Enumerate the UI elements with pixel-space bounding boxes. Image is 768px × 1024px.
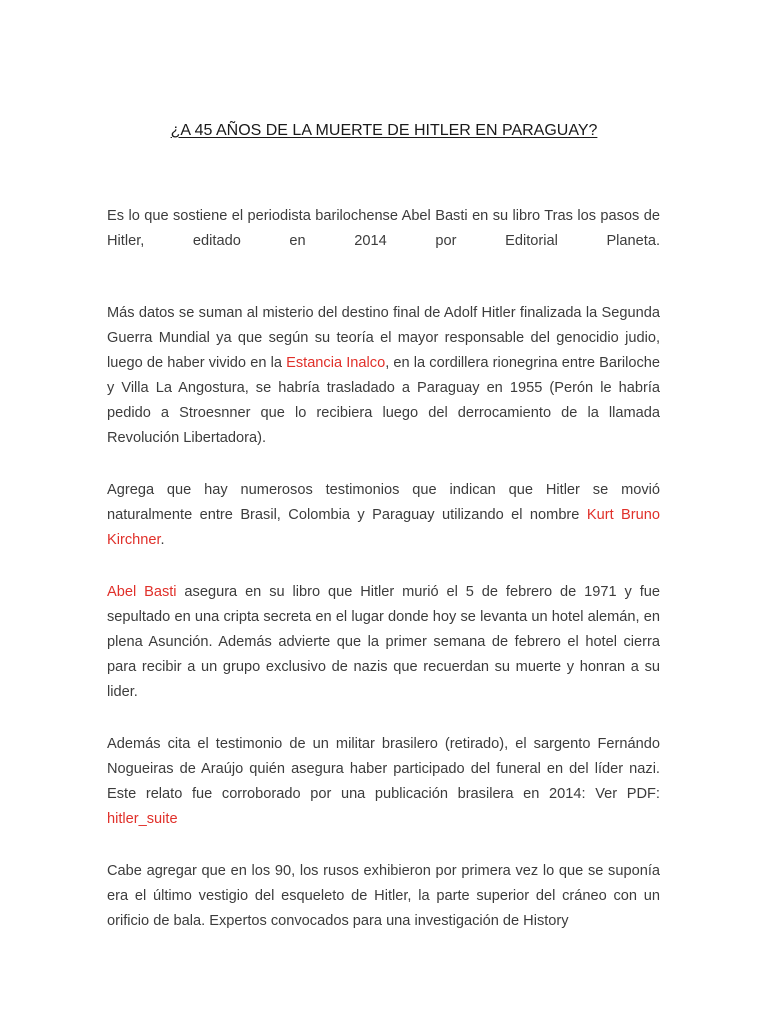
paragraph-1 (107, 204, 660, 254)
paragraph-6 (107, 859, 660, 934)
paragraph-2-text-before: Más datos se suman al misterio del destino final de Adolf Hitler finalizada la Segunda Guerra Mundial ya que según su teoría el mayor responsable del genocidio judio, luego de haber vivido en la (107, 305, 660, 371)
document-body (107, 204, 660, 961)
paragraph-6-text: Cabe agregar que en los 90, los rusos exhibieron por primera vez lo que se suponía era el último vestigio del esqueleto de Hitler, la parte superior del cráneo con un orificio de bala. Expertos convocados para una investigación de History (107, 863, 660, 929)
paragraph-4 (107, 580, 660, 705)
document-title: ¿A 45 AÑOS DE LA MUERTE DE HITLER EN PARAGUAY? (170, 122, 598, 139)
paragraph-4-text-after: asegura en su libro que Hitler murió el 5 de febrero de 1971 y fue sepultado en una cripta secreta en el lugar donde hoy se levanta un hotel alemán, en plena Asunción. Además advierte que la primer semana de febrero el hotel cierra para recibir a un grupo exclusivo de nazis que recuerdan su muerte y honran a su lider. (107, 584, 660, 700)
paragraph-3-text-before: Agrega que hay numerosos testimonios que indican que Hitler se movió naturalmente entre Brasil, Colombia y Paraguay utilizando el nombre (107, 482, 660, 523)
paragraph-3 (107, 478, 660, 553)
paragraph-2-text-after: , en la cordillera rionegrina entre Bariloche y Villa La Angostura, se habría trasladado a Paraguay en 1955 (Perón le habría pedido a Stroesnner que lo recibiera luego del derrocamiento de la llamada Revolución Libertadora). (107, 355, 660, 446)
hitler-suite-link[interactable]: hitler_suite (107, 811, 178, 827)
paragraph-5 (107, 732, 660, 832)
paragraph-3-text-after: . (160, 532, 165, 548)
paragraph-1-text: Es lo que sostiene el periodista barilochense Abel Basti en su libro Tras los pasos de Hitler, editado en 2014 por Editorial Planeta. (107, 208, 660, 249)
paragraph-5-text-before: Además cita el testimonio de un militar brasilero (retirado), el sargento Fernándo Nogueiras de Araújo quién asegura haber participado del funeral en del líder nazi. Este relato fue corroborado por una publicación brasilera en 2014: Ver PDF: (107, 736, 660, 802)
paragraph-2 (107, 301, 660, 451)
estancia-inalco-link[interactable]: Estancia Inalco (286, 355, 386, 371)
kurt-bruno-kirchner-link[interactable]: Kurt Bruno Kirchner (107, 507, 661, 548)
abel-basti-link[interactable]: Abel Basti (107, 584, 177, 600)
